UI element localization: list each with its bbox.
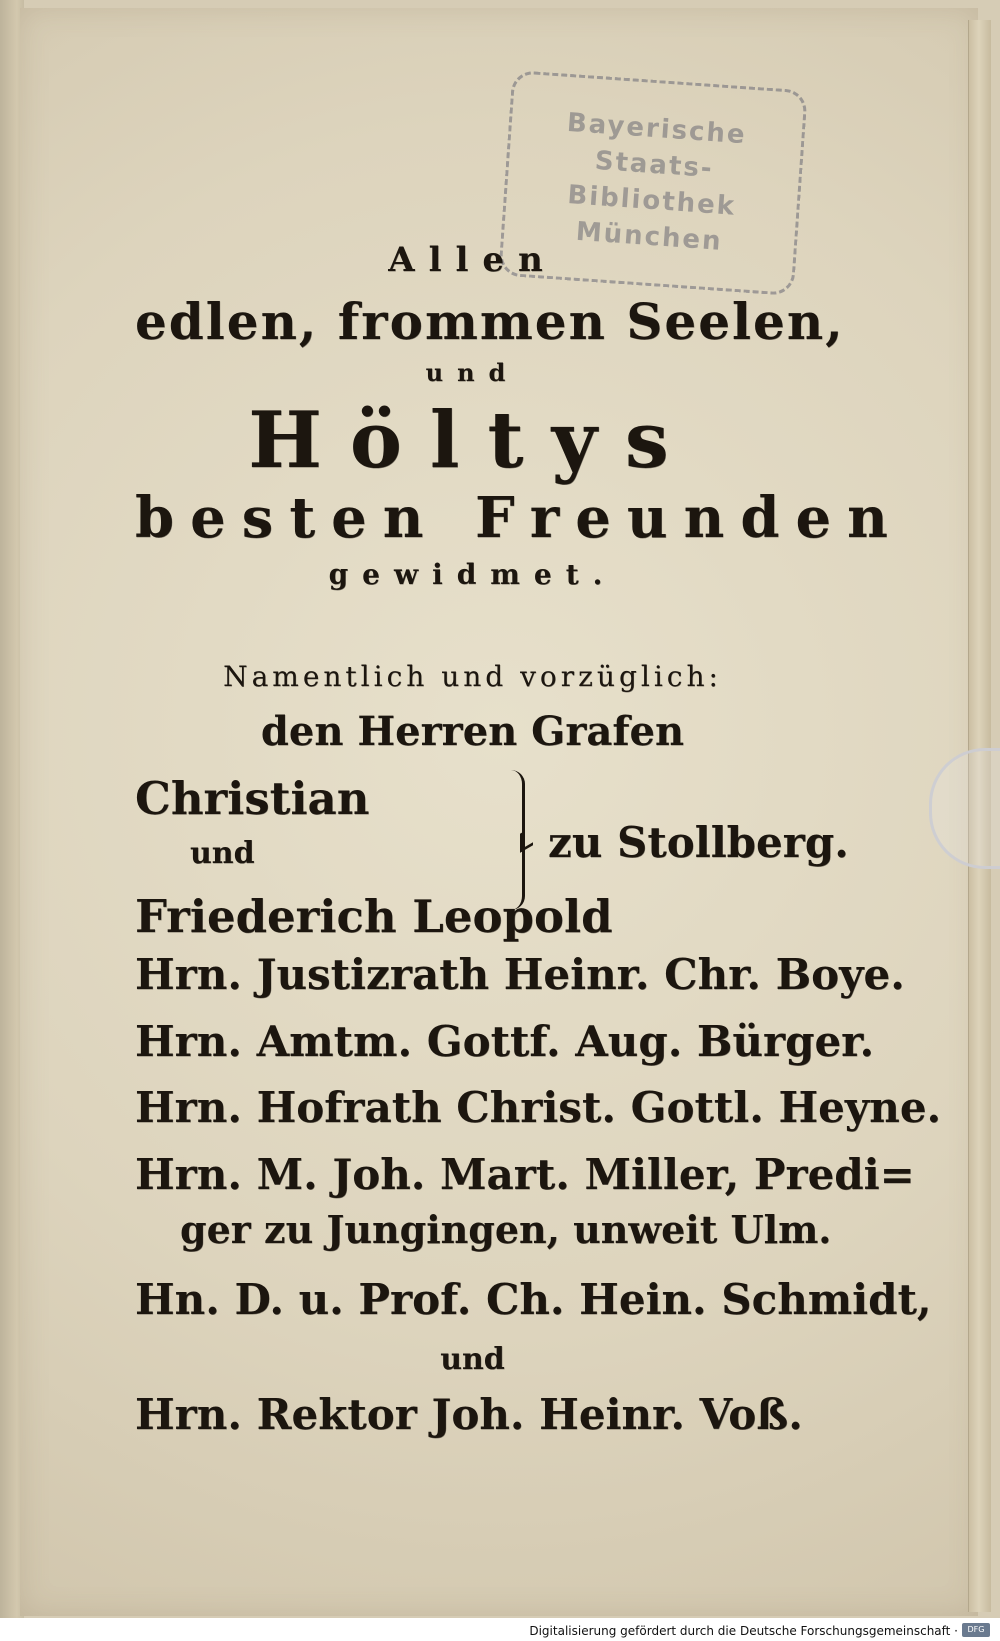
stamp-line-3: Bibliothek: [566, 180, 738, 222]
final-und: und: [440, 1342, 505, 1377]
dedication-miller: Hrn. M. Joh. Mart. Miller, Predi=: [135, 1150, 915, 1199]
dedication-heyne: Hrn. Hofrath Christ. Gottl. Heyne.: [135, 1083, 942, 1132]
dedication-voss: Hrn. Rektor Joh. Heinr. Voß.: [135, 1390, 803, 1439]
dedication-miller-continued: ger zu Jungingen, unweit Ulm.: [180, 1207, 832, 1252]
grouping-brace-icon: [510, 770, 525, 910]
funding-credit: Digitalisierung gefördert durch die Deutsche Forschungsgemeinschaft ·: [529, 1624, 958, 1638]
stamp-line-4: München: [574, 216, 724, 257]
dedication-herren: den Herren Grafen: [260, 708, 685, 755]
title-line-besten: besten Freunden: [135, 485, 904, 551]
dedication-buerger: Hrn. Amtm. Gottf. Aug. Bürger.: [135, 1017, 875, 1066]
title-line-hoeltys: Höltys: [248, 395, 697, 486]
title-line-allen: Allen: [388, 240, 557, 280]
title-line-und: und: [425, 358, 520, 387]
dedication-schmidt: Hn. D. u. Prof. Ch. Hein. Schmidt,: [135, 1275, 932, 1324]
count-stollberg: zu Stollberg.: [548, 818, 849, 867]
dedication-boye: Hrn. Justizrath Heinr. Chr. Boye.: [135, 950, 905, 999]
title-line-gewidmet: gewidmet.: [328, 558, 617, 591]
stamp-line-2: Staats-: [593, 145, 715, 185]
dedication-intro: Namentlich und vorzüglich:: [223, 660, 722, 693]
count-christian: Christian: [135, 772, 370, 825]
title-line-edlen: edlen, frommen Seelen,: [135, 292, 845, 351]
count-und: und: [190, 836, 255, 871]
dfg-logo-icon: DFG: [962, 1623, 990, 1637]
count-friederich: Friederich Leopold: [135, 890, 613, 943]
stamp-line-1: Bayerische: [565, 107, 748, 151]
